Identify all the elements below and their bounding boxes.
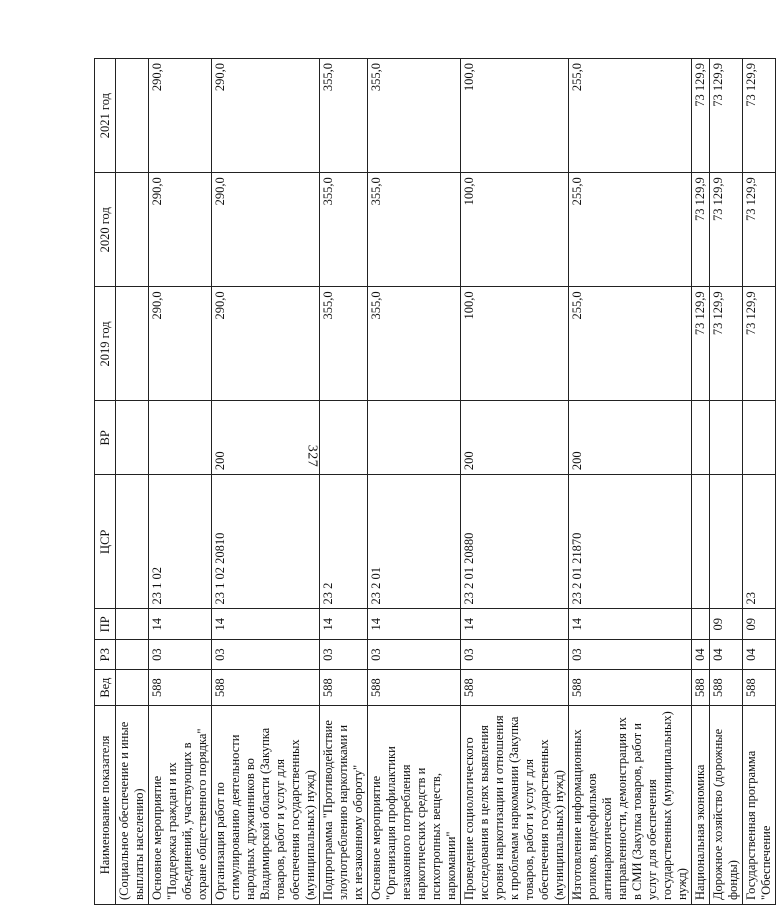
cell-name: Изготовление информационных роликов, видеофильмов антинаркотической направленности, демонстрация их в СМИ (Закупка товаров, работ и услуг для обеспечения государственных (муниципальных) нужд) — [569, 705, 692, 904]
cell-pr: 09 — [743, 609, 776, 639]
cell-pr: 14 — [212, 609, 320, 639]
cell-2019: 100,0 — [461, 287, 569, 401]
cell-csr — [710, 475, 743, 609]
header-rz: РЗ — [95, 639, 116, 669]
cell-pr: 14 — [368, 609, 461, 639]
cell-2020: 100,0 — [461, 173, 569, 287]
cell-csr: 23 2 01 21870 — [569, 475, 692, 609]
cell-name: Основное мероприятие "Поддержка граждан и их объединений, участвующих в охране общественного порядка" — [149, 705, 212, 904]
cell-name: Основное мероприятие "Организация профилактики незаконного потребления наркотических средств и психотропных веществ, наркомании" — [368, 705, 461, 904]
cell-ved: 588 — [320, 670, 368, 706]
table-row — [569, 59, 692, 905]
cell-2021: 100,0 — [461, 59, 569, 173]
table-row — [710, 59, 743, 905]
cell-pr: 14 — [569, 609, 692, 639]
cell-vr — [692, 401, 710, 475]
cell-2021: 73 129,9 — [710, 59, 743, 173]
cell-vr — [116, 401, 149, 475]
cell-ved: 588 — [569, 670, 692, 706]
cell-2020: 355,0 — [320, 173, 368, 287]
cell-2020 — [116, 173, 149, 287]
cell-2021: 255,0 — [569, 59, 692, 173]
table-header-row — [95, 59, 116, 905]
table-row — [743, 59, 776, 905]
cell-vr — [710, 401, 743, 475]
cell-ved: 588 — [710, 670, 743, 706]
cell-vr — [368, 401, 461, 475]
table-row — [692, 59, 710, 905]
cell-pr — [692, 609, 710, 639]
table-row — [320, 59, 368, 905]
cell-2021: 355,0 — [320, 59, 368, 173]
cell-csr — [116, 475, 149, 609]
cell-vr — [743, 401, 776, 475]
header-name: Наименование показателя — [95, 705, 116, 904]
cell-2019 — [116, 287, 149, 401]
cell-csr: 23 1 02 — [149, 475, 212, 609]
table-row — [212, 59, 320, 905]
cell-csr: 23 2 01 20880 — [461, 475, 569, 609]
cell-2019: 290,0 — [212, 287, 320, 401]
cell-csr: 23 2 01 — [368, 475, 461, 609]
header-vr: ВР — [95, 401, 116, 475]
cell-rz: 03 — [368, 639, 461, 669]
cell-2019: 255,0 — [569, 287, 692, 401]
header-ved: Вед — [95, 670, 116, 706]
cell-2019: 73 129,9 — [743, 287, 776, 401]
table-row — [149, 59, 212, 905]
cell-pr: 14 — [149, 609, 212, 639]
cell-name: Проведение социологического исследования в целях выявления уровня наркотизации и отношения к проблемам наркомании (Закупка товаров, работ и услуг для обеспечения государственных (муниципальных) нужд) — [461, 705, 569, 904]
cell-2019: 290,0 — [149, 287, 212, 401]
rotated-page-content — [94, 58, 773, 905]
cell-vr: 200 — [569, 401, 692, 475]
cell-name: Национальная экономика — [692, 705, 710, 904]
cell-name: Дорожное хозяйство (дорожные фонды) — [710, 705, 743, 904]
cell-2019: 73 129,9 — [710, 287, 743, 401]
cell-ved: 588 — [212, 670, 320, 706]
cell-rz: 04 — [692, 639, 710, 669]
cell-2020: 73 129,9 — [692, 173, 710, 287]
cell-csr: 23 — [743, 475, 776, 609]
table-row — [461, 59, 569, 905]
cell-rz: 03 — [569, 639, 692, 669]
cell-2019: 355,0 — [320, 287, 368, 401]
cell-vr — [149, 401, 212, 475]
header-2019: 2019 год — [95, 287, 116, 401]
header-2020: 2020 год — [95, 173, 116, 287]
cell-2020: 73 129,9 — [743, 173, 776, 287]
cell-ved: 588 — [692, 670, 710, 706]
cell-ved: 588 — [743, 670, 776, 706]
cell-2019: 355,0 — [368, 287, 461, 401]
cell-2020: 290,0 — [149, 173, 212, 287]
table-row — [116, 59, 149, 905]
cell-ved — [116, 670, 149, 706]
cell-2020: 255,0 — [569, 173, 692, 287]
cell-2021: 290,0 — [212, 59, 320, 173]
cell-2020: 290,0 — [212, 173, 320, 287]
table-row — [368, 59, 461, 905]
cell-pr: 09 — [710, 609, 743, 639]
cell-rz: 04 — [710, 639, 743, 669]
cell-pr — [116, 609, 149, 639]
cell-2020: 73 129,9 — [710, 173, 743, 287]
cell-rz: 03 — [320, 639, 368, 669]
cell-ved: 588 — [149, 670, 212, 706]
cell-name: Подпрограмма "Противодействие злоупотреблению наркотиками и их незаконному обороту" — [320, 705, 368, 904]
cell-name: Организация работ по стимулированию деятельности народных дружинников во Владимирской области (Закупка товаров, работ и услуг для обеспечения государственных (муниципальных) нужд) — [212, 705, 320, 904]
cell-csr: 23 2 — [320, 475, 368, 609]
cell-rz: 03 — [461, 639, 569, 669]
cell-pr: 14 — [320, 609, 368, 639]
cell-rz: 03 — [149, 639, 212, 669]
cell-ved: 588 — [368, 670, 461, 706]
cell-2021: 73 129,9 — [743, 59, 776, 173]
cell-rz: 03 — [212, 639, 320, 669]
header-pr: ПР — [95, 609, 116, 639]
cell-rz — [116, 639, 149, 669]
cell-rz: 04 — [743, 639, 776, 669]
header-csr: ЦСР — [95, 475, 116, 609]
page-number: 327 — [304, 444, 320, 468]
header-2021: 2021 год — [95, 59, 116, 173]
cell-2021: 73 129,9 — [692, 59, 710, 173]
cell-csr: 23 1 02 20810 — [212, 475, 320, 609]
budget-table — [94, 58, 776, 905]
cell-name: (Социальное обеспечение и иные выплаты населению) — [116, 705, 149, 904]
cell-pr: 14 — [461, 609, 569, 639]
cell-vr: 200 — [212, 401, 320, 475]
cell-vr — [320, 401, 368, 475]
cell-vr: 200 — [461, 401, 569, 475]
cell-name: Государственная программа "Обеспечение — [743, 705, 776, 904]
cell-2021 — [116, 59, 149, 173]
cell-ved: 588 — [461, 670, 569, 706]
cell-2020: 355,0 — [368, 173, 461, 287]
cell-2019: 73 129,9 — [692, 287, 710, 401]
cell-2021: 290,0 — [149, 59, 212, 173]
cell-csr — [692, 475, 710, 609]
cell-2021: 355,0 — [368, 59, 461, 173]
